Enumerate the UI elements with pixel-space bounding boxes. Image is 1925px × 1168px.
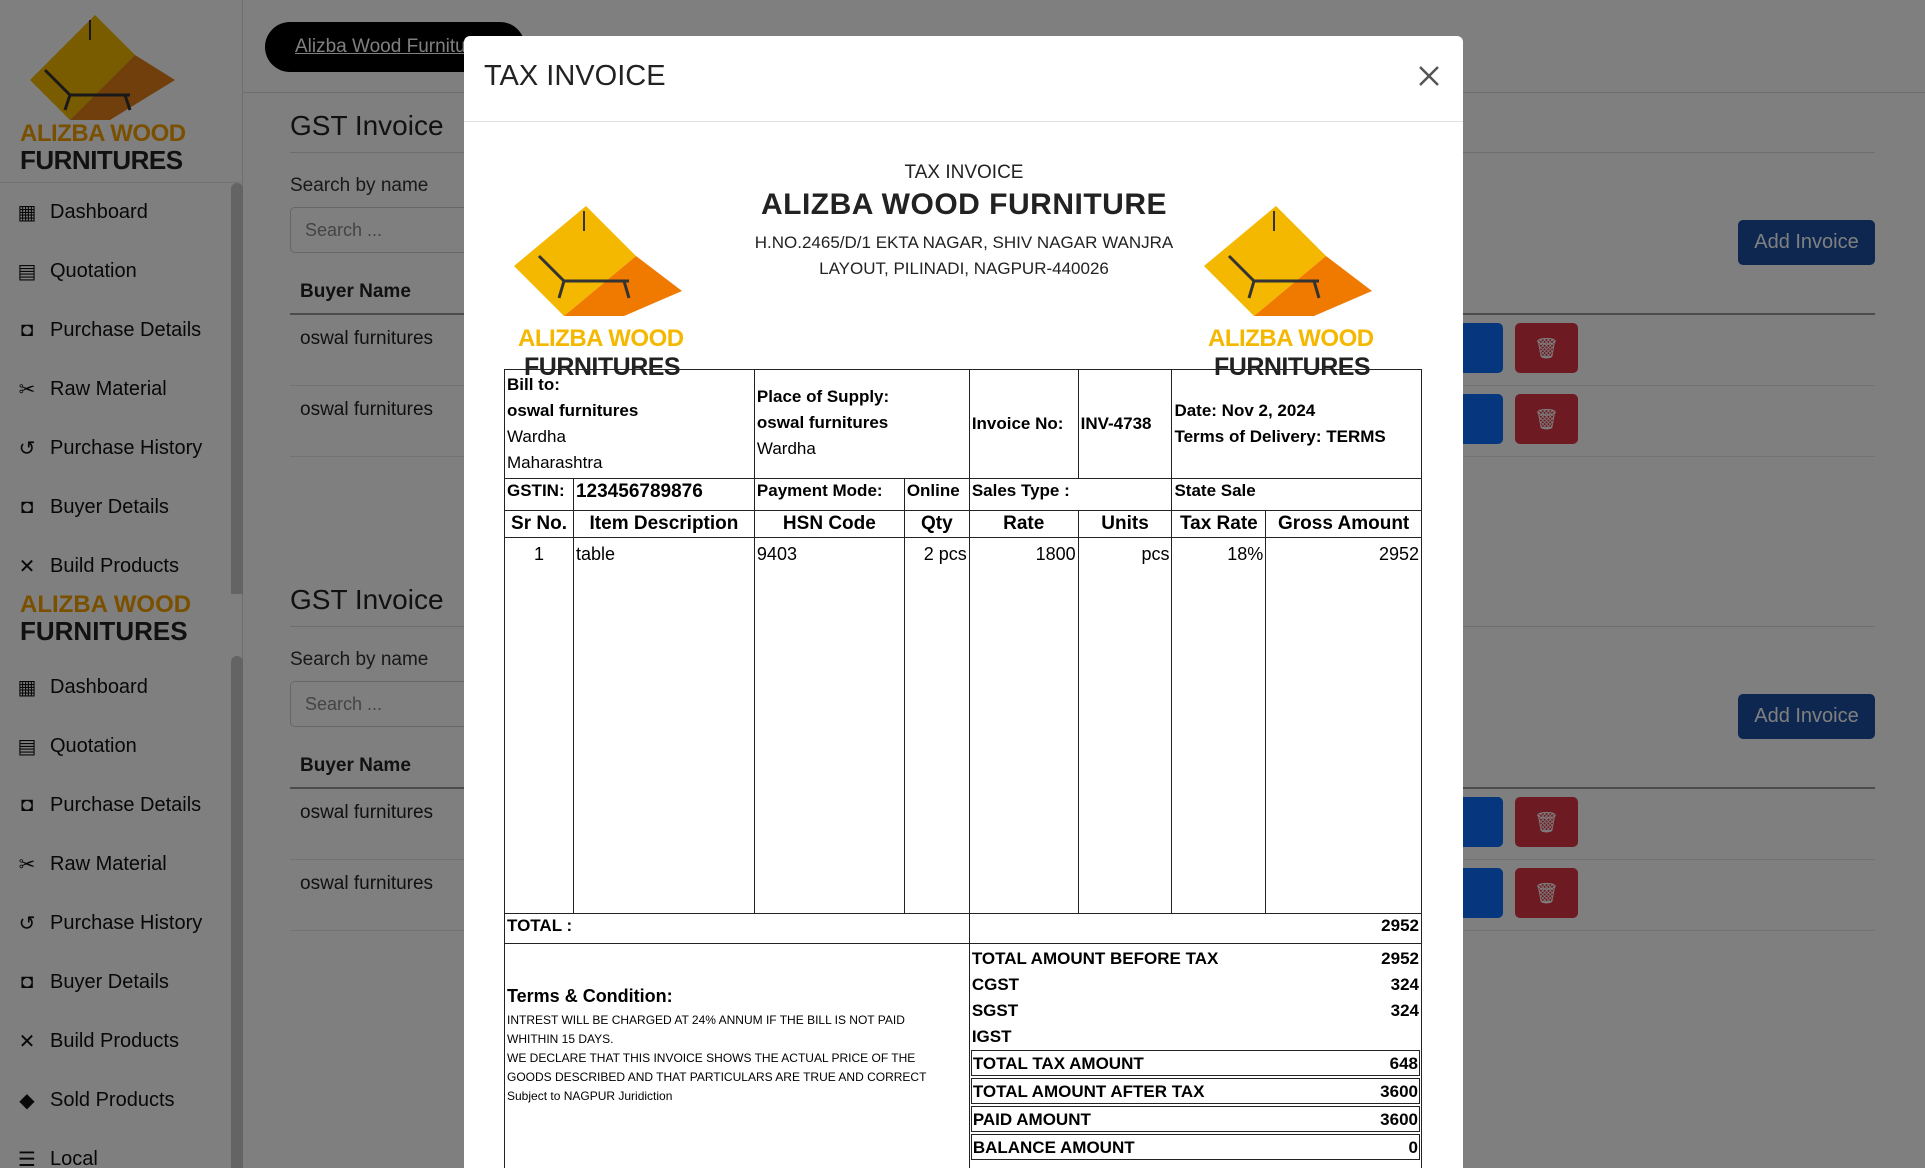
gstin-value: 123456789876 [573,479,754,511]
logo-line2: FURNITURES [524,353,681,381]
summary-label: CGST [971,975,1020,994]
item-rate: 1800 [969,538,1078,914]
summary-cgst [971,972,1420,998]
col-hsn-code: HSN Code [754,511,904,538]
col-rate: Rate [969,511,1078,538]
items-header-row [505,511,1422,538]
summary-label: TOTAL AMOUNT AFTER TAX [972,1082,1205,1101]
gstin-row [505,479,1422,511]
total-value: 2952 [969,914,1421,944]
col-tax-rate: Tax Rate [1172,511,1266,538]
invoice-logo-right [1194,206,1384,381]
supply-city: Wardha [756,439,816,458]
item-sr: 1 [505,538,574,914]
invoice-no-label: Invoice No: [969,370,1078,479]
invoice-header [504,156,1422,386]
logo-line1: ALIZBA WOOD [1208,325,1374,352]
item-units: pcs [1078,538,1172,914]
place-of-supply-cell [754,370,969,479]
payment-mode-value: Online [904,479,969,511]
summary-value: 3600 [1380,1082,1418,1101]
terms-summary-row [505,944,1422,1168]
summary-paid [971,1106,1420,1132]
item-desc: table [573,538,754,914]
summary-value: 0 [1408,1138,1418,1157]
item-qty: 2 pcs [904,538,969,914]
item-tax: 18% [1172,538,1266,914]
summary-value: 2952 [1381,949,1419,968]
close-icon [1411,58,1447,94]
sales-type-value: State Sale [1172,479,1422,511]
brand-logo-icon [1194,206,1384,316]
summary-after-tax [971,1078,1420,1104]
col-item-description: Item Description [573,511,754,538]
summary-balance [971,1134,1420,1160]
summary-label: BALANCE AMOUNT [972,1138,1135,1157]
col-units: Units [1078,511,1172,538]
date-terms-cell [1172,370,1422,479]
bill-to-city: Wardha [507,427,566,446]
summary-before-tax [971,946,1420,972]
table-row [505,538,1422,914]
modal-title: TAX INVOICE [484,60,666,92]
terms-line3: Subject to NAGPUR Juridiction [507,1089,673,1103]
terms-line2: WE DECLARE THAT THIS INVOICE SHOWS THE ACTUAL PRICE OF THE GOODS DESCRIBED AND THAT PARTICULARS ARE TRUE AND CORRECT [507,1051,927,1084]
item-hsn: 9403 [754,538,904,914]
tax-invoice-modal [464,36,1463,1168]
summary-label: PAID AMOUNT [972,1110,1091,1129]
brand-logo-icon [504,206,694,316]
summary-total-tax [971,1050,1420,1076]
bill-to-state: Maharashtra [507,453,603,472]
summary-label: IGST [971,1027,1012,1046]
supply-name: oswal furnitures [756,413,889,432]
sales-type-label: Sales Type : [969,479,1172,511]
invoice-no-value: INV-4738 [1078,370,1172,479]
col-qty: Qty [904,511,969,538]
summary-label: SGST [971,1001,1019,1020]
logo-line1: ALIZBA WOOD [518,325,684,352]
gstin-label: GSTIN: [505,479,574,511]
invoice-date: Date: Nov 2, 2024 [1174,401,1316,420]
payment-mode-label: Payment Mode: [754,479,904,511]
supply-label: Place of Supply: [756,387,890,406]
invoice-table [504,369,1422,1168]
summary-value: 324 [1390,1001,1419,1020]
modal-header [464,36,1463,122]
terms-line1: INTREST WILL BE CHARGED AT 24% ANNUM IF THE BILL IS NOT PAID WHITHIN 15 DAYS. [507,1013,905,1046]
logo-line2: FURNITURES [1214,353,1371,381]
total-row [505,914,1422,944]
close-button[interactable] [1411,58,1447,94]
item-gross: 2952 [1266,538,1422,914]
summary-igst [971,1024,1420,1050]
summary-value: 648 [1389,1054,1418,1073]
invoice-subtitle: TAX INVOICE [904,162,1024,183]
col-gross-amount: Gross Amount [1266,511,1422,538]
invoice-logo-left [504,206,694,381]
company-name: ALIZBA WOOD FURNITURE [760,188,1167,221]
col-sr-no: Sr No. [505,511,574,538]
summary-label: TOTAL AMOUNT BEFORE TAX [971,949,1219,968]
summary-cell [969,944,1421,1168]
bill-to-cell [505,370,755,479]
total-label: TOTAL : [505,914,970,944]
summary-value: 324 [1390,975,1419,994]
terms-title: Terms & Condition: [507,986,673,1006]
summary-sgst [971,998,1420,1024]
summary-label: TOTAL TAX AMOUNT [972,1054,1144,1073]
terms-cell [505,944,970,1168]
bill-to-name: oswal furnitures [507,401,639,420]
party-details-row [505,370,1422,479]
terms-of-delivery: Terms of Delivery: TERMS [1174,427,1386,446]
invoice-title-block [704,156,1224,282]
bill-to-label: Bill to: [507,375,560,394]
company-address-line2: LAYOUT, PILINADI, NAGPUR-440026 [819,259,1109,278]
company-address-line1: H.NO.2465/D/1 EKTA NAGAR, SHIV NAGAR WANJRA [754,233,1174,252]
summary-value: 3600 [1380,1110,1418,1129]
